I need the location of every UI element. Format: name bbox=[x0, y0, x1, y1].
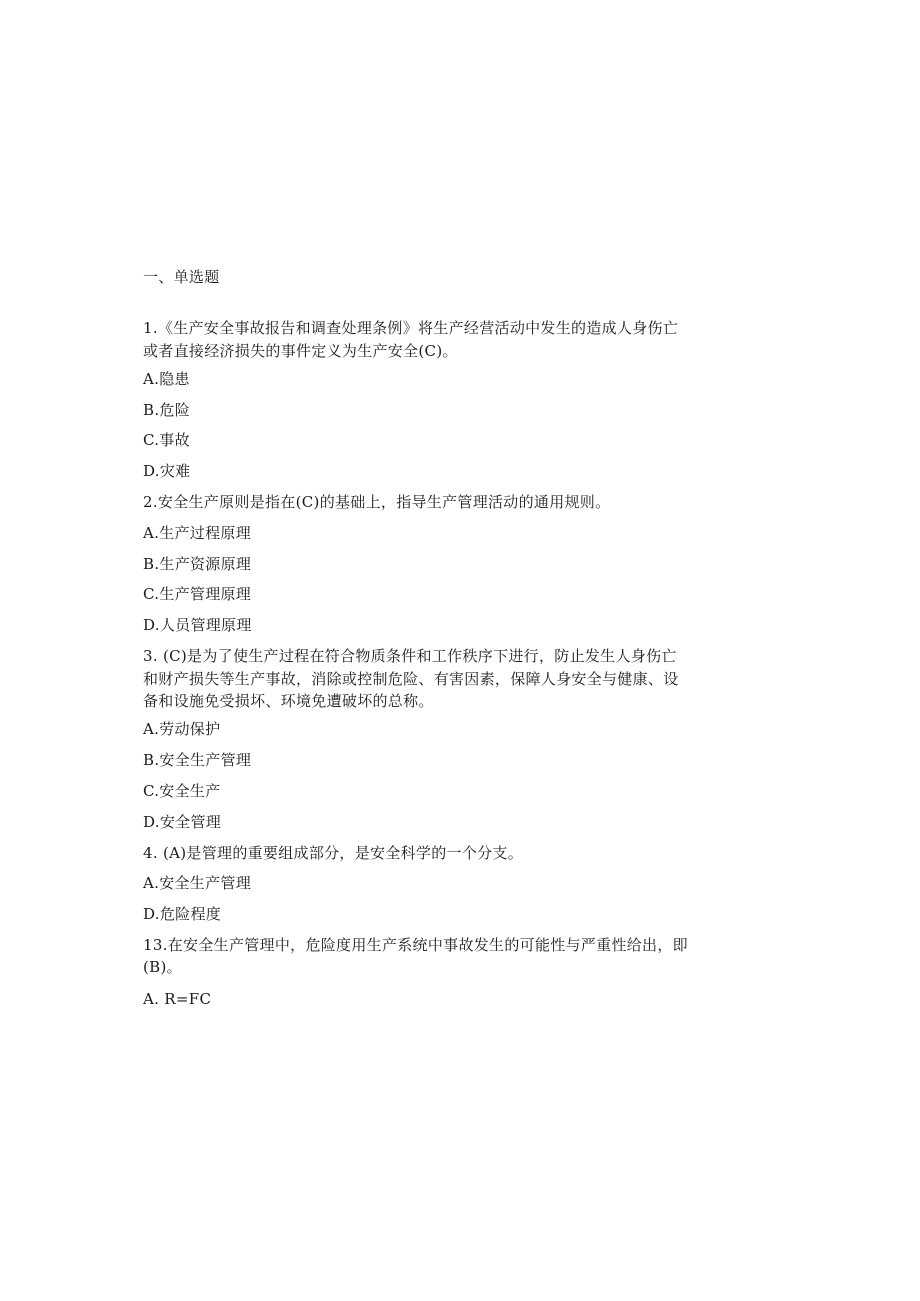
question-3-stem-line-3: 备和设施免受损坏、环境免遭破坏的总称。 bbox=[143, 692, 434, 710]
question-1-option-d: D.灾难 bbox=[143, 462, 191, 480]
question-2-option-d: D.人员管理原理 bbox=[143, 616, 252, 634]
question-2-stem: 2.安全生产原则是指在(C)的基础上，指导生产管理活动的通用规则。 bbox=[143, 493, 611, 511]
section-title: 一、单选题 bbox=[143, 268, 220, 286]
question-13-option-a: A. R=FC bbox=[143, 990, 212, 1008]
question-1-stem-line-1: 1.《生产安全事故报告和调查处理条例》将生产经营活动中发生的造成人身伤亡 bbox=[143, 319, 679, 337]
question-3-option-b: B.安全生产管理 bbox=[143, 751, 252, 769]
question-4-stem: 4. (A)是管理的重要组成部分，是安全科学的一个分支。 bbox=[143, 844, 524, 862]
question-3-option-d: D.安全管理 bbox=[143, 813, 222, 831]
question-3-option-a: A.劳动保护 bbox=[143, 720, 221, 738]
question-2-option-c: C.生产管理原理 bbox=[143, 585, 252, 603]
question-4-option-d: D.危险程度 bbox=[143, 905, 222, 923]
question-1-option-b: B.危险 bbox=[143, 401, 190, 419]
question-3-stem-line-1: 3. (C)是为了使生产过程在符合物质条件和工作秩序下进行，防止发生人身伤亡 bbox=[143, 647, 677, 665]
question-1-option-a: A.隐患 bbox=[143, 370, 190, 388]
question-13-stem-line-2: (B)。 bbox=[143, 958, 182, 976]
question-1-option-c: C.事故 bbox=[143, 431, 190, 449]
question-3-option-c: C.安全生产 bbox=[143, 782, 221, 800]
question-13-stem-line-1: 13.在安全生产管理中，危险度用生产系统中事故发生的可能性与严重性给出，即 bbox=[143, 936, 688, 954]
question-2-option-a: A.生产过程原理 bbox=[143, 524, 252, 542]
question-1-stem-line-2: 或者直接经济损失的事件定义为生产安全(C)。 bbox=[143, 342, 458, 360]
question-3-stem-line-2: 和财产损失等生产事故，消除或控制危险、有害因素，保障人身安全与健康、设 bbox=[143, 670, 679, 688]
question-2-option-b: B.生产资源原理 bbox=[143, 555, 252, 573]
question-4-option-a: A.安全生产管理 bbox=[143, 874, 252, 892]
